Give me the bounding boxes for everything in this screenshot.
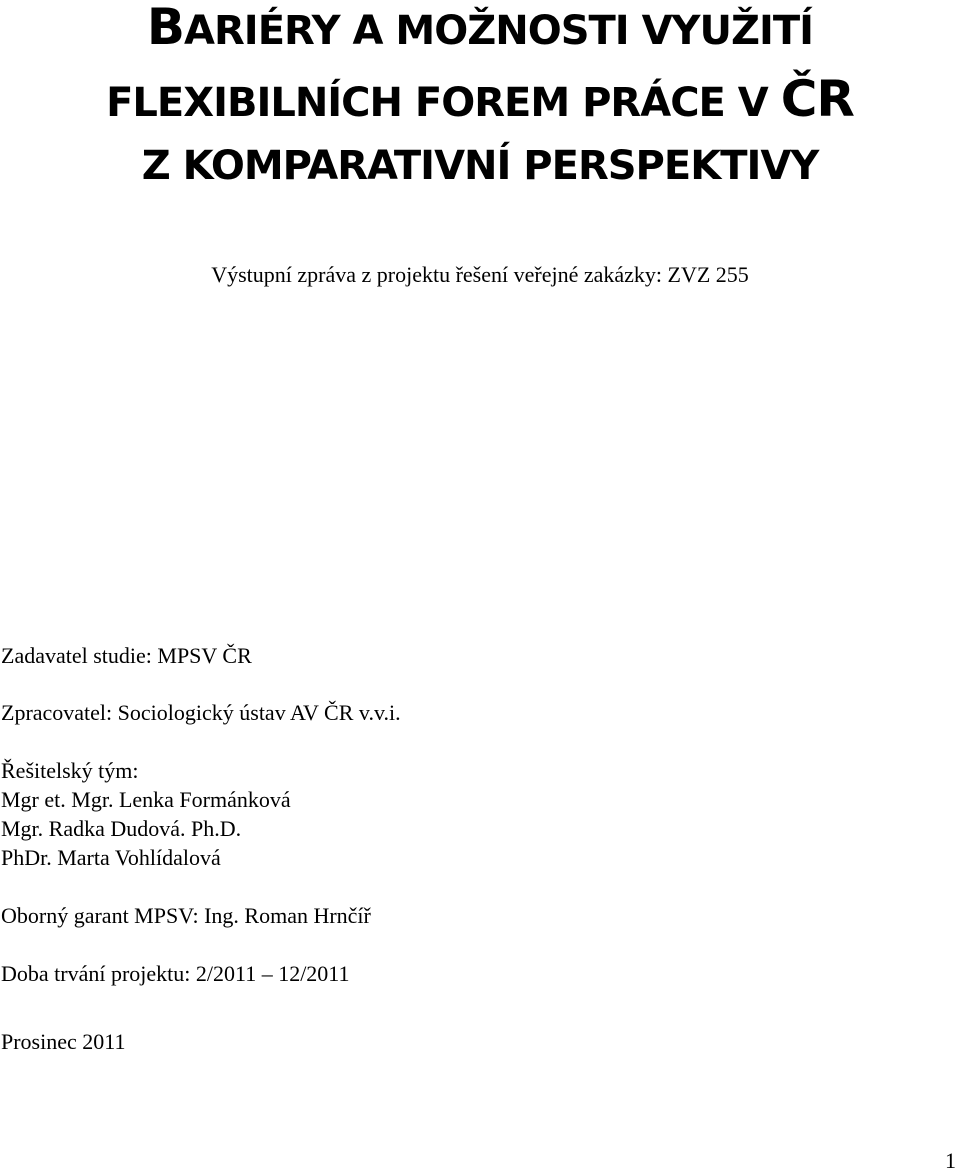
title-line-2-country: ČR bbox=[780, 70, 854, 128]
title-line-2-text: FLEXIBILNÍCH FOREM PRÁCE V bbox=[106, 80, 781, 126]
contractor-line: Zpracovatel: Sociologický ústav AV ČR v.v.i. bbox=[1, 700, 401, 725]
title-line-1 bbox=[0, 0, 960, 56]
team-member: Mgr et. Mgr. Lenka Formánková bbox=[1, 787, 291, 812]
guarantor-line: Oborný garant MPSV: Ing. Roman Hrnčíř bbox=[1, 903, 371, 928]
date-line: Prosinec 2011 bbox=[1, 1029, 126, 1054]
document-subtitle: Výstupní zpráva z projektu řešení veřejné zakázky: ZVZ 255 bbox=[211, 262, 749, 287]
team-member: Mgr. Radka Dudová. Ph.D. bbox=[1, 816, 242, 841]
team-member: PhDr. Marta Vohlídalová bbox=[1, 845, 221, 870]
client-line: Zadavatel studie: MPSV ČR bbox=[1, 643, 252, 668]
title-line-1-text: ARIÉRY A MOŽNOSTI VYUŽITÍ bbox=[184, 8, 814, 54]
team-label: Řešitelský tým: bbox=[1, 758, 139, 783]
title-line-2 bbox=[0, 70, 960, 128]
title-initial: B bbox=[146, 0, 185, 56]
title-line-3: Z KOMPARATIVNÍ PERSPEKTIVY bbox=[141, 143, 819, 189]
page-number: 1 bbox=[945, 1148, 956, 1173]
duration-line: Doba trvání projektu: 2/2011 – 12/2011 bbox=[1, 961, 350, 986]
